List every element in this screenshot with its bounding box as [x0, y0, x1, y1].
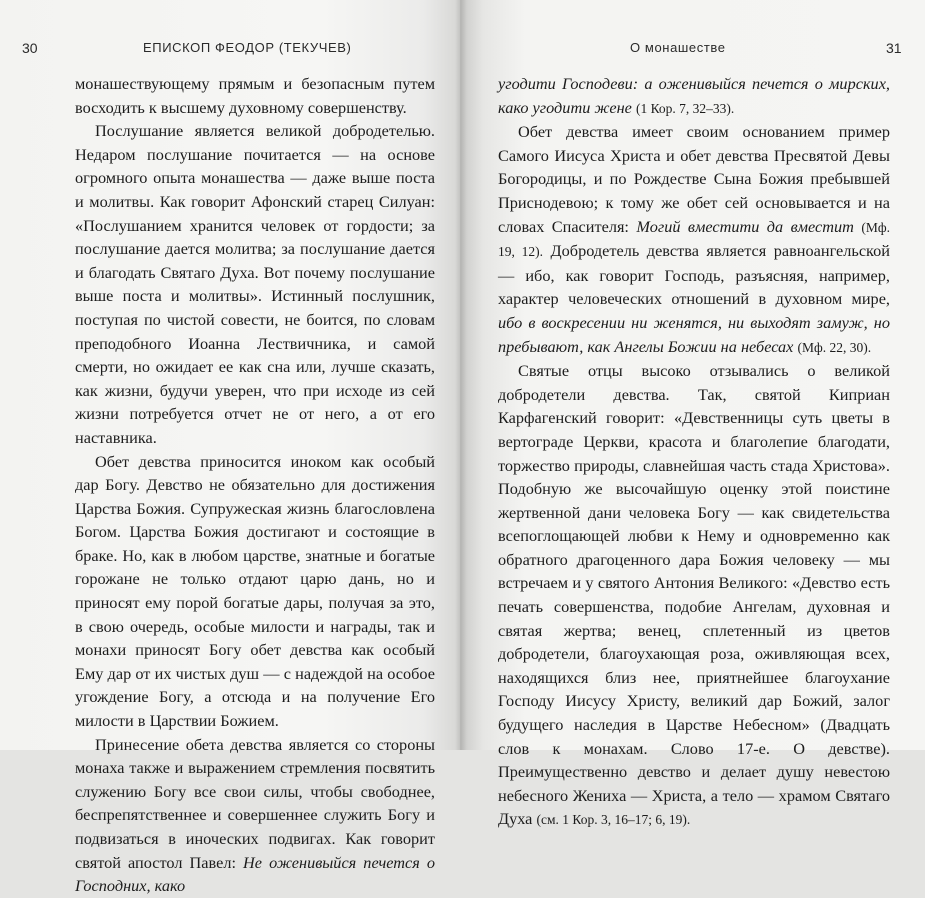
paragraph-text: Добродетель девства является равноангельской — ибо, как говорит Господь, разъясняя, например, характер человеческих отношений в духовном мире, [498, 241, 890, 309]
scripture-quote: угодити Господеви: а оженивыйся печется о мирских, како угодити жене [498, 74, 890, 117]
running-head-right: О монашестве [630, 40, 726, 55]
running-head-left: ЕПИСКОП ФЕОДОР (ТЕКУЧЕВ) [143, 40, 352, 55]
paragraph: Обет девства приносится иноком как особый дар Богу. Девство не обязательно для достижения Царства Божия. Супружеская жизнь благословлена Богом. Царства Божия достигают и состоящие в браке. Но, как в любом царстве, знатные и богатые горожане не только отдают царю дань, но и приносят ему порой богатые дары, получая за это, в свою очередь, особые милости и награды, так и монахи приносят Богу обет девства как особый Ему дар от их чистых душ — с надеждой на особое угождение Богу, а отсюда и на получение Его милости в Царствии Божием. [75, 451, 435, 731]
scripture-reference: (Мф. 22, 30). [797, 339, 872, 355]
page-number-left: 30 [22, 40, 38, 56]
paragraph: Послушание является великой добродетелью. Недаром послушание почитается — на основе огромного опыта монашества — даже выше поста и молитвы. Как говорит Афонский старец Силуан: «Послушанием хранится человек от гордости; за послушание дается молитва; за послушание дается и благодать Святаго Духа. Вот почему послушание выше поста и молитвы». Истинный послушник, поступая по чистой совести, не боится, по словам преподобного Иоанна Лествичника, и самой смерти, но ожидает ее как сна или, лучше сказать, как жизни, будучи уверен, что при исходе из сей жизни потребуется отчет не от него, а от его наставника. [75, 121, 435, 447]
paragraph-text: Святые отцы высоко отзывались о великой добродетели девства. Так, святой Киприан Карфагенский говорит: «Девственницы суть цветы в вертограде Церкви, красота и благолепие благодати, торжество природы, славнейшая часть стада Христова». Подобную же высочайшую оценку этой поистине жертвенной дани человека Богу — как свидетельства всепоглощающей любви к Нему и одновременно как обратного драгоценного дара Божия человеку — мы встречаем и у святого Антония Великого: «Девство есть печать совершенства, подобие Ангелам, духовная и святая жертва; венец, сплетенный из цветов добродетели, благоухающая роза, оживляющая всех, находящихся близ нее, приятнейшее благоухание Господу Иисусу Христу, великий дар Божий, залог будущего наследия в Царстве Небесном» (Двадцать слов к монахам. Слово 17-е. О девстве). Преимущественно девство и делает душу невестою небесного Жениха — Христа, а тело — храмом Святаго Духа [498, 361, 890, 829]
paragraph-text: Обет девства имеет своим основанием пример Самого Иисуса Христа и обет девства Пресвятой Девы Богородицы, и по Рождестве Сына Божия пребывшей Приснодевою; к тому же обет сей основывается и на словах Спасителя: [498, 122, 890, 236]
book-gutter-shadow [455, 0, 467, 750]
left-page-text [75, 72, 435, 898]
paragraph-text: Принесение обета девства является со стороны монаха также и выражением стремления посвятить служению Богу все свои силы, чтобы свободнее, беспрепятственнее и совершеннее служить Богу и подвизаться в иноческих подвигах. Как говорит святой апостол Павел: [75, 734, 435, 872]
scripture-quote: ибо в воскресении ни женятся, ни выходят замуж, но пребывают, как Ангелы Божии на небесах [498, 312, 890, 356]
scripture-reference: (1 Кор. 7, 32–33). [635, 100, 735, 116]
page-number-right: 31 [886, 40, 902, 56]
paragraph [498, 72, 890, 120]
scripture-quote: Не оженивыйся печется о Господних, како [75, 852, 435, 896]
right-page-text [498, 72, 890, 832]
scripture-reference: (Мф. 19, 12). [498, 219, 890, 260]
paragraph [498, 359, 890, 832]
paragraph [75, 733, 435, 898]
scripture-reference: (см. 1 Кор. 3, 16–17; 6, 19). [536, 812, 691, 828]
paragraph: монашествующему прямым и безопасным путем восходить к высшему духовному совершенству. [75, 74, 435, 117]
left-page [0, 0, 460, 896]
right-page [460, 0, 925, 829]
paragraph [498, 120, 890, 359]
scripture-quote: Могий вместити да вместит [636, 216, 854, 236]
